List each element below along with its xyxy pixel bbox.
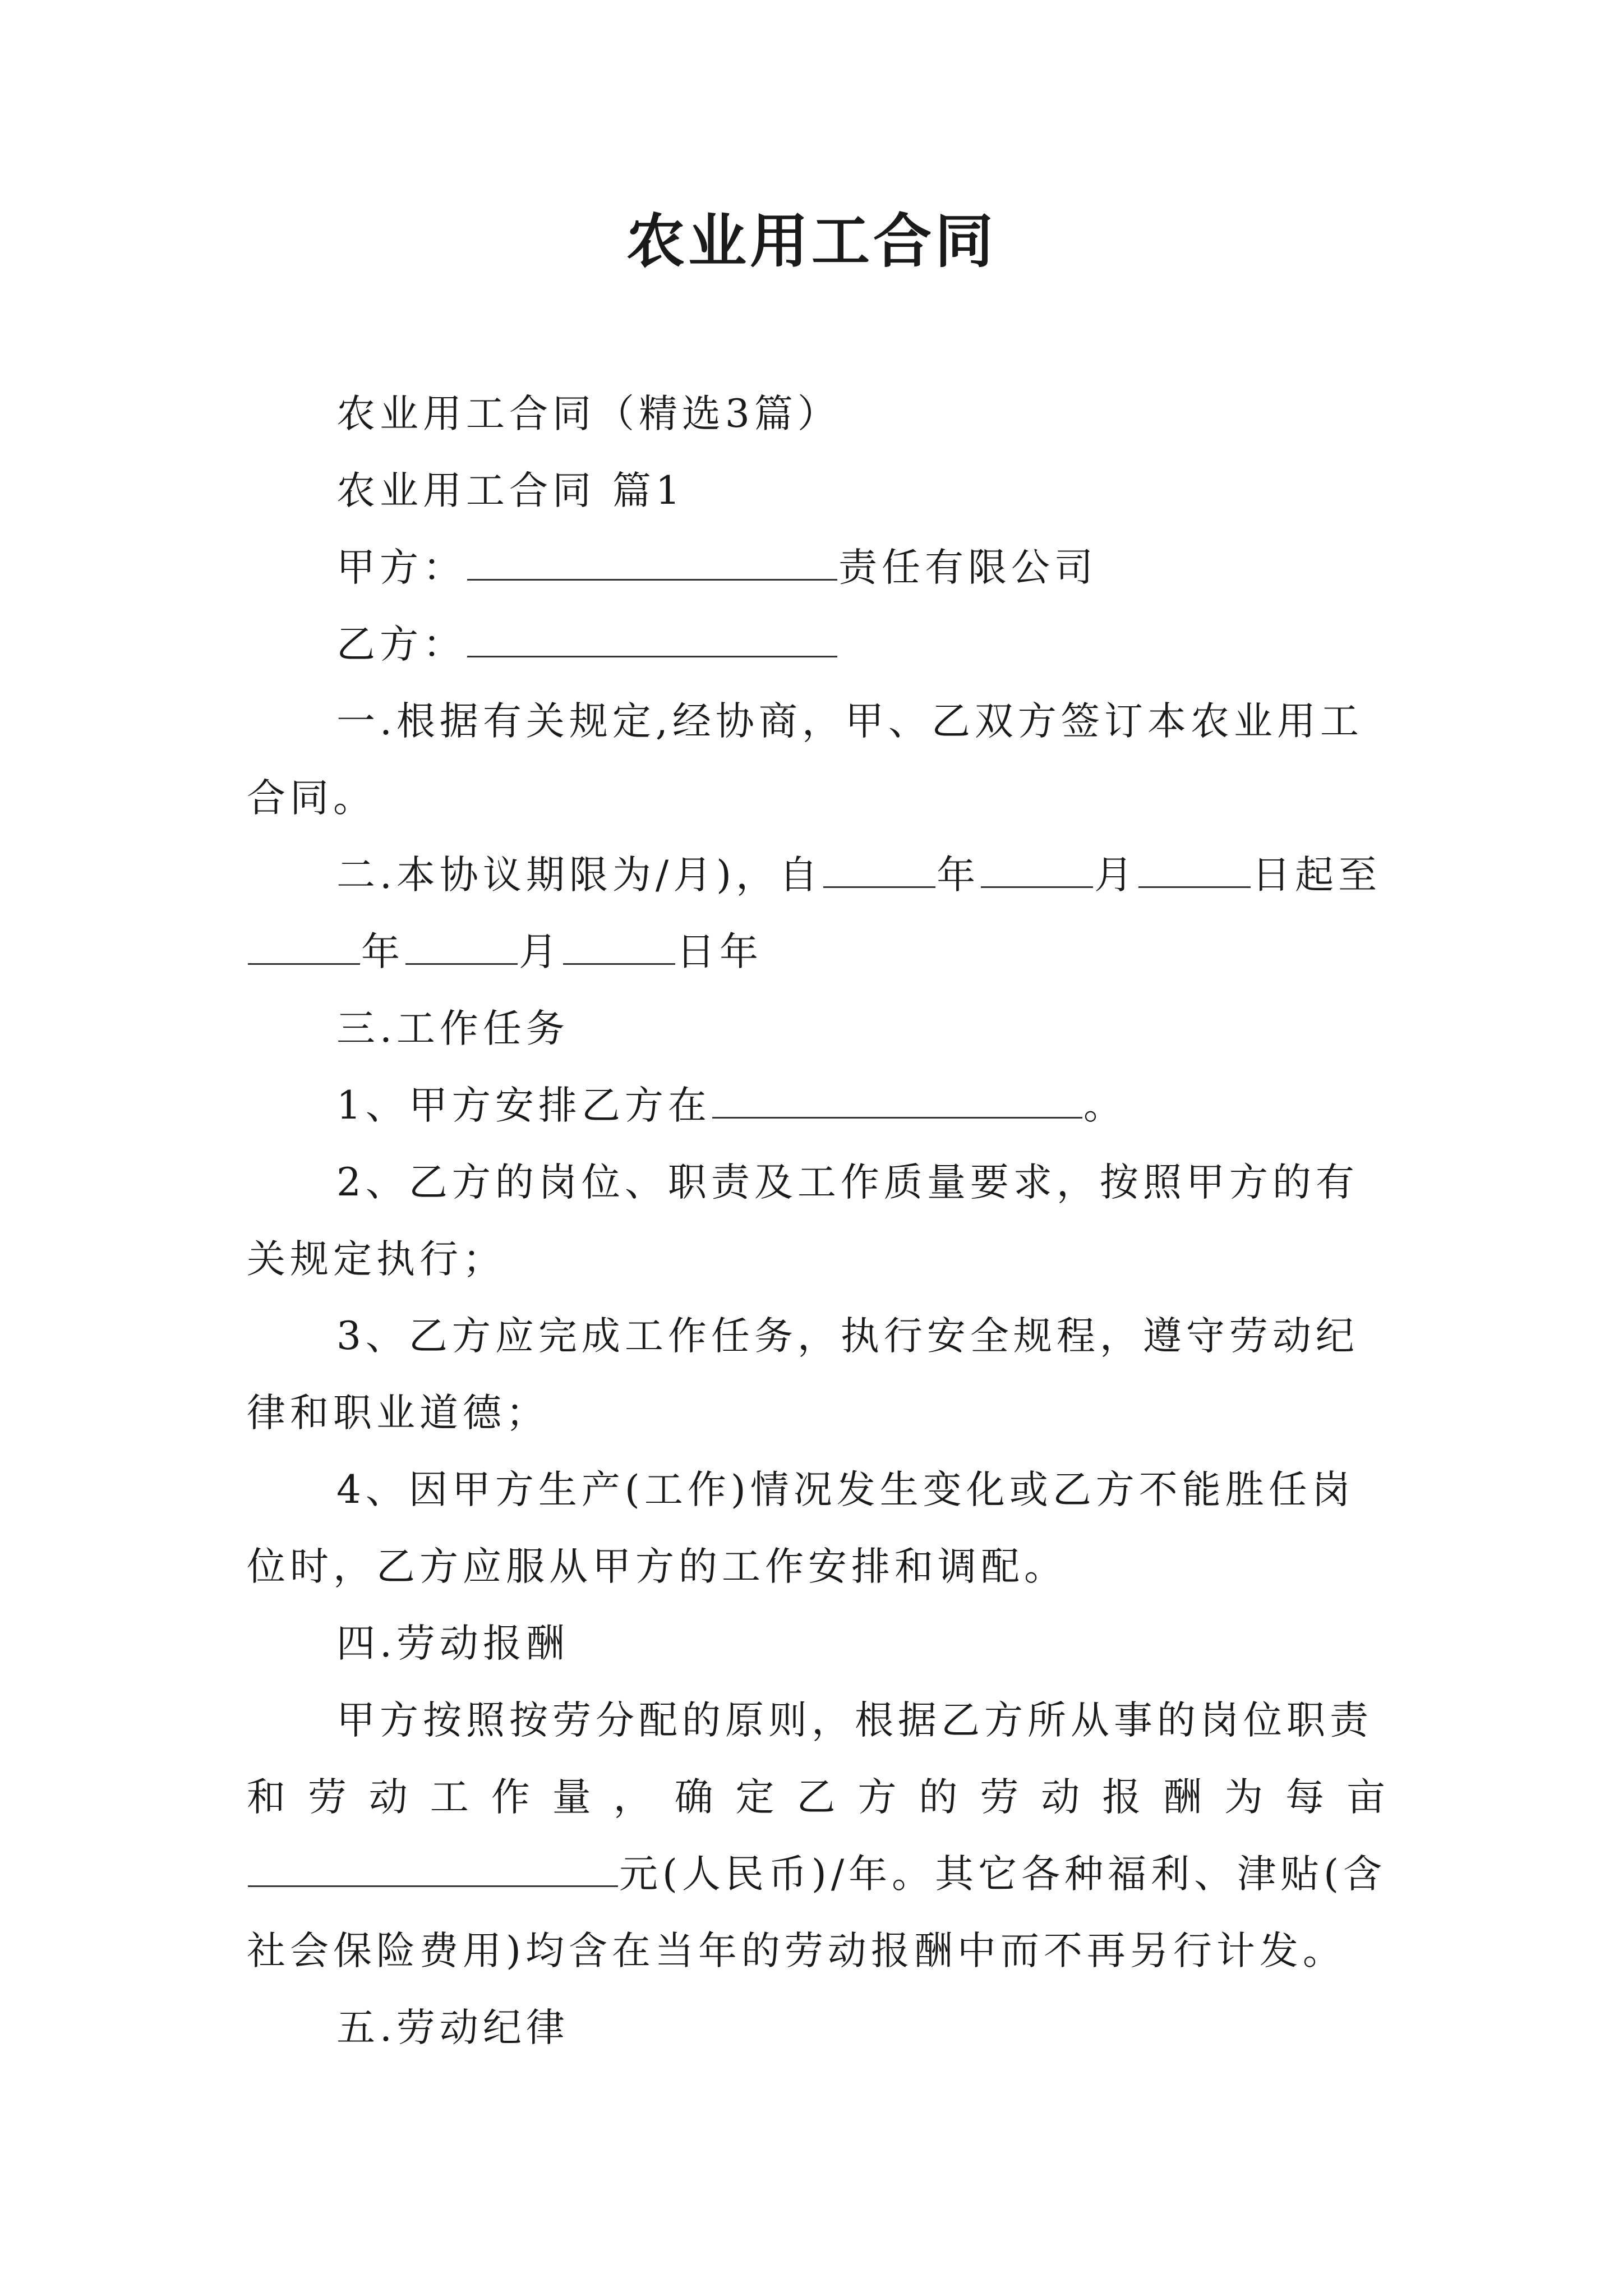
- start-day-blank: [1138, 886, 1251, 888]
- end-year-blank: [248, 963, 360, 965]
- clause-3-heading: 三.工作任务: [336, 1006, 569, 1051]
- party-a-line: [247, 530, 1391, 606]
- section-heading: 农业用工合同 篇1: [336, 468, 685, 513]
- party-b-line: [247, 606, 1391, 683]
- party-b-blank: [467, 655, 837, 657]
- start-year-blank: [823, 886, 935, 888]
- party-a-suffix: 责任有限公司: [838, 545, 1098, 590]
- end-day-label: 日年: [676, 930, 763, 974]
- document-title: 农业用工合同: [626, 207, 997, 275]
- task-4: 4、因甲方生产(工作)情况发生变化或乙方不能胜任岗位时，乙方应服从甲方的工作安排和调配。: [247, 1467, 1355, 1589]
- pay-amount-blank: [248, 1885, 618, 1887]
- pay-line-1: 甲方按照按劳分配的原则，根据乙方所从事的岗位职责: [336, 1698, 1373, 1743]
- start-month-blank: [981, 886, 1093, 888]
- start-year-label: 年: [937, 853, 980, 898]
- clause-4-heading: 四.劳动报酬: [336, 1621, 569, 1666]
- subtitle: 农业用工合同（精选3篇）: [336, 392, 841, 436]
- document-body: [247, 376, 1391, 2067]
- clause-2-prefix: 二.本协议期限为/月)，自: [336, 853, 823, 898]
- start-day-label: 日起至: [1252, 853, 1382, 898]
- party-b-label: 乙方：: [336, 622, 466, 667]
- end-month-blank: [405, 963, 518, 965]
- task-1: [247, 1068, 1391, 1144]
- end-day-blank: [563, 963, 675, 965]
- party-a-label: 甲方：: [336, 545, 466, 590]
- task-1-prefix: 1、甲方安排乙方在: [336, 1083, 711, 1128]
- clause-5-heading: 五.劳动纪律: [336, 2005, 569, 2050]
- end-month-label: 月: [519, 930, 562, 974]
- task-1-blank: [712, 1116, 1082, 1119]
- clause-1: 一.根据有关规定,经协商，甲、乙双方签订本农业用工合同。: [247, 699, 1363, 821]
- task-1-suffix: 。: [1083, 1083, 1127, 1128]
- party-a-blank: [467, 578, 837, 581]
- pay-rest-text: 元(人民币)/年。其它各种福利、津贴(含社会保险费用)均含在当年的劳动报酬中而不再另行计发。: [247, 1852, 1387, 1973]
- start-month-label: 月: [1094, 853, 1138, 898]
- task-2: 2、乙方的岗位、职责及工作质量要求，按照甲方的有关规定执行；: [247, 1160, 1359, 1282]
- pay-line-2: 和劳动工作量，确定乙方的劳动报酬为每亩: [247, 1775, 1391, 1820]
- pay-rest: [247, 1836, 1391, 1990]
- task-3: 3、乙方应完成工作任务，执行安全规程，遵守劳动纪律和职业道德；: [247, 1314, 1359, 1435]
- end-year-label: 年: [361, 930, 404, 974]
- clause-2: [247, 837, 1391, 991]
